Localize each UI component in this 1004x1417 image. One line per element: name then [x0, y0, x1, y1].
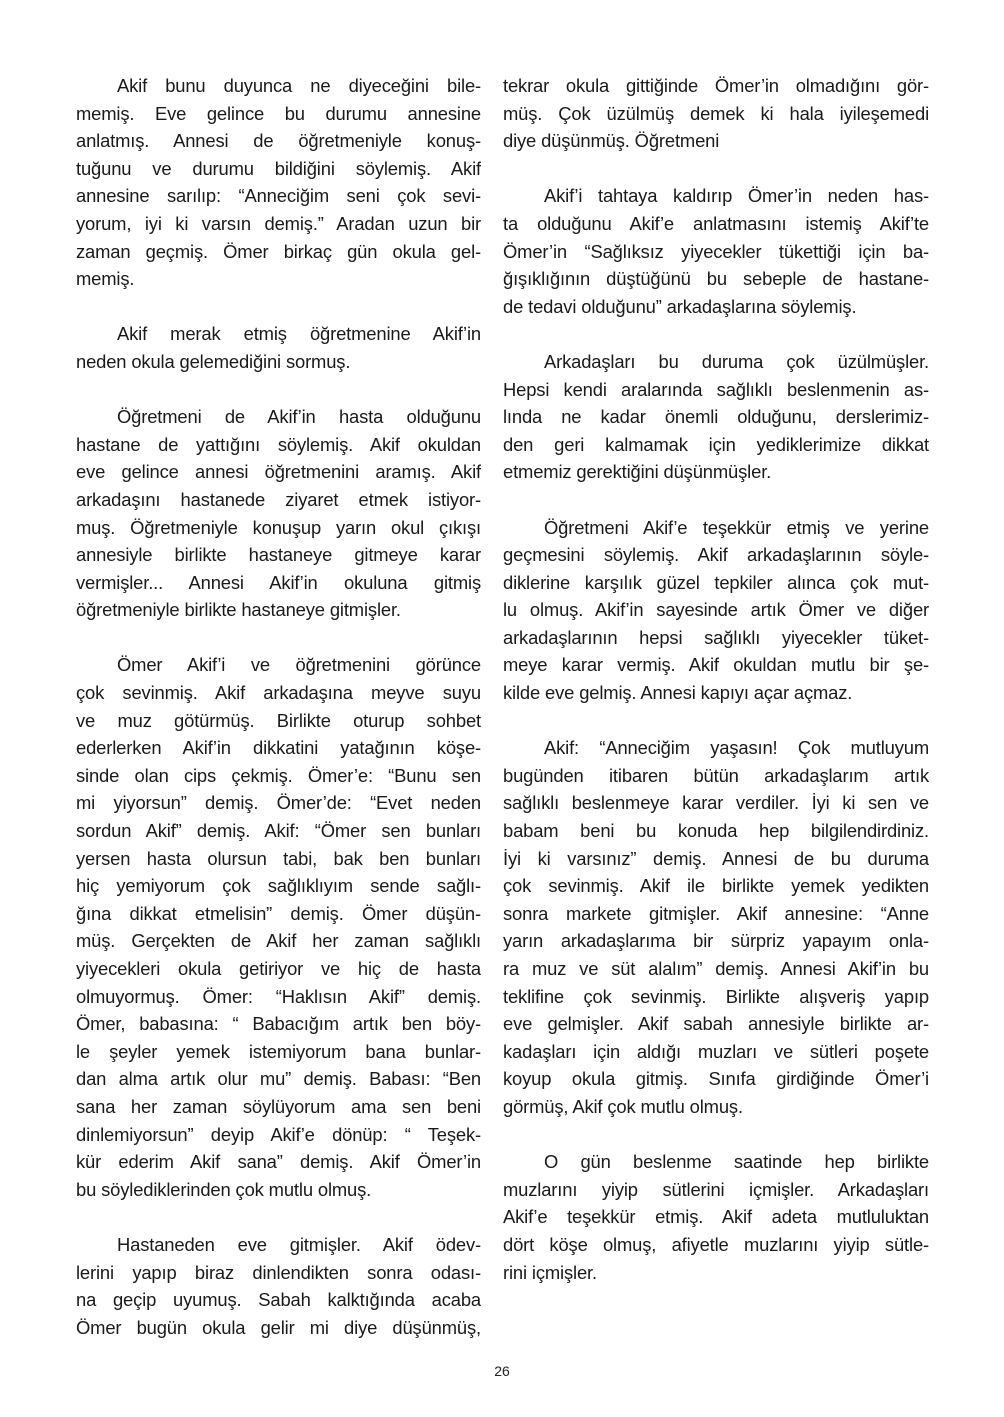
- text-line: Akif bunu duyunca ne diyeceğini bile-: [117, 75, 481, 96]
- text-line: anlatmış. Annesi de öğretmeniyle konuş-: [76, 130, 481, 152]
- text-line: rini içmişler.: [503, 1261, 597, 1283]
- text-line: müş. Gerçekten de Akif her zaman sağlıklı: [76, 930, 481, 952]
- text-line: olmuyormuş. Ömer: “Haklısın Akif” demiş.: [76, 985, 481, 1007]
- text-line: vermişler... Annesi Akif’in okuluna gitmiş: [76, 571, 481, 593]
- text-line: annesine sarılıp: “Anneciğim seni çok sevi-: [76, 185, 481, 207]
- text-line: mi yiyorsun” demiş. Ömer’de: “Evet neden: [76, 792, 481, 814]
- text-line: diklerine karşılık güzel tepkiler alınca çok mut-: [503, 571, 929, 593]
- text-line: Akif’i tahtaya kaldırıp Ömer’in neden has-: [544, 185, 929, 207]
- text-line: öğretmeniyle birlikte hastaneye gitmişler.: [76, 599, 401, 621]
- text-line: Ömer’in “Sağlıksız yiyecekler tükettiği için ba-: [503, 240, 929, 262]
- text-line: teklifine çok sevinmiş. Birlikte alışveriş yapıp: [503, 985, 929, 1007]
- text-line: babam beni bu konuda hep bilgilendirdiniz.: [503, 820, 929, 842]
- paragraph: [503, 734, 929, 1120]
- text-line: de tedavi olduğunu” arkadaşlarına söylemiş.: [503, 295, 857, 317]
- text-line: tekrar okula gittiğinde Ömer’in olmadığını gör-: [503, 75, 929, 96]
- text-line: ğışıklığının düştüğünü bu sebeple de hastane-: [503, 268, 929, 290]
- text-line: ğına dikkat etmelisin” demiş. Ömer düşün-: [76, 902, 481, 924]
- paragraph: [503, 514, 929, 707]
- text-line: Hepsi kendi aralarında sağlıklı beslenmenin as-: [503, 378, 929, 400]
- text-line: kür ederim Akif sana” demiş. Akif Ömer’in: [76, 1151, 481, 1173]
- text-line: sordun Akif” demiş. Akif: “Ömer sen bunları: [76, 820, 481, 842]
- text-line: Hastaneden eve gitmişler. Akif ödev-: [117, 1233, 481, 1255]
- text-line: lu olmuş. Akif’in sayesinde artık Ömer ve diğer: [503, 599, 929, 621]
- paragraph: [503, 72, 929, 155]
- text-line: Öğretmeni Akif’e teşekkür etmiş ve yerine: [544, 516, 929, 538]
- text-line: ve muz götürmüş. Birlikte oturup sohbet: [76, 709, 481, 731]
- paragraph: [76, 1231, 481, 1341]
- text-line: hiç yemiyorum çok sağlıklıyım sende sağlı-: [76, 875, 481, 897]
- paragraph: [503, 348, 929, 486]
- text-line: arkadaşını hastanede ziyaret etmek istiyor-: [76, 488, 481, 510]
- text-line: hastane de yattığını söylemiş. Akif okuldan: [76, 433, 481, 455]
- text-line: lında ne kadar önemli olduğunu, derslerimiz-: [503, 406, 929, 428]
- text-line: Akif merak etmiş öğretmenine Akif’in: [117, 323, 481, 345]
- text-line: arkadaşlarının hepsi sağlıklı yiyecekler tüket-: [503, 626, 929, 648]
- text-line: Ömer Akif’i ve öğretmenini görünce: [117, 654, 481, 676]
- text-line: annesiyle birlikte hastaneye gitmeye karar: [76, 544, 481, 566]
- text-line: İyi ki varsınız” demiş. Annesi de bu duruma: [503, 847, 929, 869]
- text-line: den geri kalmamak için yediklerimize dikkat: [503, 433, 929, 455]
- text-line: yarın arkadaşlarıma bir sürpriz yapayım onla-: [503, 930, 929, 952]
- text-line: sana her zaman söylüyorum ama sen beni: [76, 1095, 481, 1117]
- text-line: çok sevinmiş. Akif arkadaşına meyve suyu: [76, 682, 481, 704]
- text-line: lerini yapıp biraz dinlendikten sonra odası-: [76, 1261, 481, 1283]
- text-line: le şeyler yemek istemiyorum bana bunlar-: [76, 1040, 481, 1062]
- text-line: bu söylediklerinden çok mutlu olmuş.: [76, 1178, 372, 1200]
- text-line: dan alma artık olur mu” demiş. Babası: “Ben: [76, 1068, 481, 1090]
- paragraph: [503, 1148, 929, 1286]
- paragraph: [76, 651, 481, 1203]
- left-column: [76, 72, 481, 1369]
- text-line: tuğunu ve durumu bildiğini söylemiş. Akif: [76, 157, 481, 179]
- text-line: ra muz ve süt alalım” demiş. Annesi Akif’in bu: [503, 958, 929, 979]
- text-line: yorum, iyi ki varsın demiş.” Aradan uzun bir: [76, 212, 481, 234]
- text-line: Arkadaşları bu duruma çok üzülmüşler.: [544, 350, 929, 372]
- text-line: dinlemiyorsun” deyip Akif’e dönüp: “ Teşek-: [76, 1123, 481, 1145]
- text-line: geçmesini söylemiş. Akif arkadaşlarının söyle-: [503, 544, 929, 566]
- text-line: kilde eve gelmiş. Annesi kapıyı açar açmaz.: [503, 682, 853, 704]
- right-column: [503, 72, 929, 1314]
- text-line: muş. Öğretmeniyle konuşup yarın okul çıkışı: [76, 516, 481, 538]
- text-line: yiyecekleri okula getiriyor ve hiç de hasta: [76, 958, 481, 979]
- text-line: sinde olan cips çekmiş. Ömer’e: “Bunu sen: [76, 764, 481, 786]
- text-line: yersen hasta olursun tabi, bak ben bunları: [76, 847, 481, 869]
- text-line: eve gelince annesi öğretmenini aramış. Akif: [76, 461, 481, 483]
- paragraph: [76, 403, 481, 624]
- text-line: muzlarını yiyip sütlerini içmişler. Arkadaşları: [503, 1178, 929, 1200]
- text-line: neden okula gelemediğini sormuş.: [76, 350, 351, 372]
- text-line: eve gelmişler. Akif sabah annesiyle birlikte ar-: [503, 1013, 929, 1035]
- page-number: 26: [494, 1363, 510, 1379]
- text-line: sonra markete gitmişler. Akif annesine: “Anne: [503, 902, 929, 924]
- text-line: koyup okula gitmiş. Sınıfa girdiğinde Ömer’i: [503, 1068, 929, 1090]
- paragraph: [76, 72, 481, 293]
- text-line: Ömer bugün okula gelir mi diye düşünmüş,: [76, 1316, 481, 1338]
- text-line: meye karar vermiş. Akif okuldan mutlu bir şe-: [503, 654, 929, 676]
- text-line: Öğretmeni de Akif’in hasta olduğunu: [117, 406, 481, 428]
- text-line: memiş. Eve gelince bu durumu annesine: [76, 102, 481, 124]
- text-line: diye düşünmüş. Öğretmeni: [503, 130, 720, 152]
- text-line: Akif’e teşekkür etmiş. Akif adeta mutluluktan: [503, 1206, 929, 1228]
- text-line: O gün beslenme saatinde hep birlikte: [544, 1151, 929, 1173]
- text-line: kadaşları için aldığı muzları ve sütleri poşete: [503, 1040, 929, 1062]
- text-line: etmemiz gerektiğini düşünmüşler.: [503, 461, 772, 483]
- text-line: müş. Çok üzülmüş demek ki hala iyileşemedi: [503, 102, 929, 124]
- text-line: ta olduğunu Akif’e anlatmasını istemiş Akif’te: [503, 212, 929, 234]
- text-line: görmüş, Akif çok mutlu olmuş.: [503, 1095, 743, 1117]
- paragraph: [503, 182, 929, 320]
- text-line: ederlerken Akif’in dikkatini yatağının köşe-: [76, 737, 481, 759]
- text-line: bugünden itibaren bütün arkadaşlarım artık: [503, 764, 929, 786]
- text-line: çok sevinmiş. Akif ile birlikte yemek yedikten: [503, 875, 929, 897]
- text-line: zaman geçmiş. Ömer birkaç gün okula gel-: [76, 240, 481, 262]
- text-line: na geçip uyumuş. Sabah kalktığında acaba: [76, 1289, 481, 1311]
- text-line: Ömer, babasına: “ Babacığım artık ben böy-: [76, 1013, 481, 1035]
- text-line: sağlıklı beslenmeye karar verdiler. İyi ki sen ve: [503, 792, 929, 814]
- text-line: memiş.: [76, 268, 135, 290]
- paragraph: [76, 320, 481, 375]
- text-line: dört köşe olmuş, afiyetle muzlarını yiyip sütle-: [503, 1233, 929, 1255]
- text-line: Akif: “Anneciğim yaşasın! Çok mutluyum: [544, 737, 929, 759]
